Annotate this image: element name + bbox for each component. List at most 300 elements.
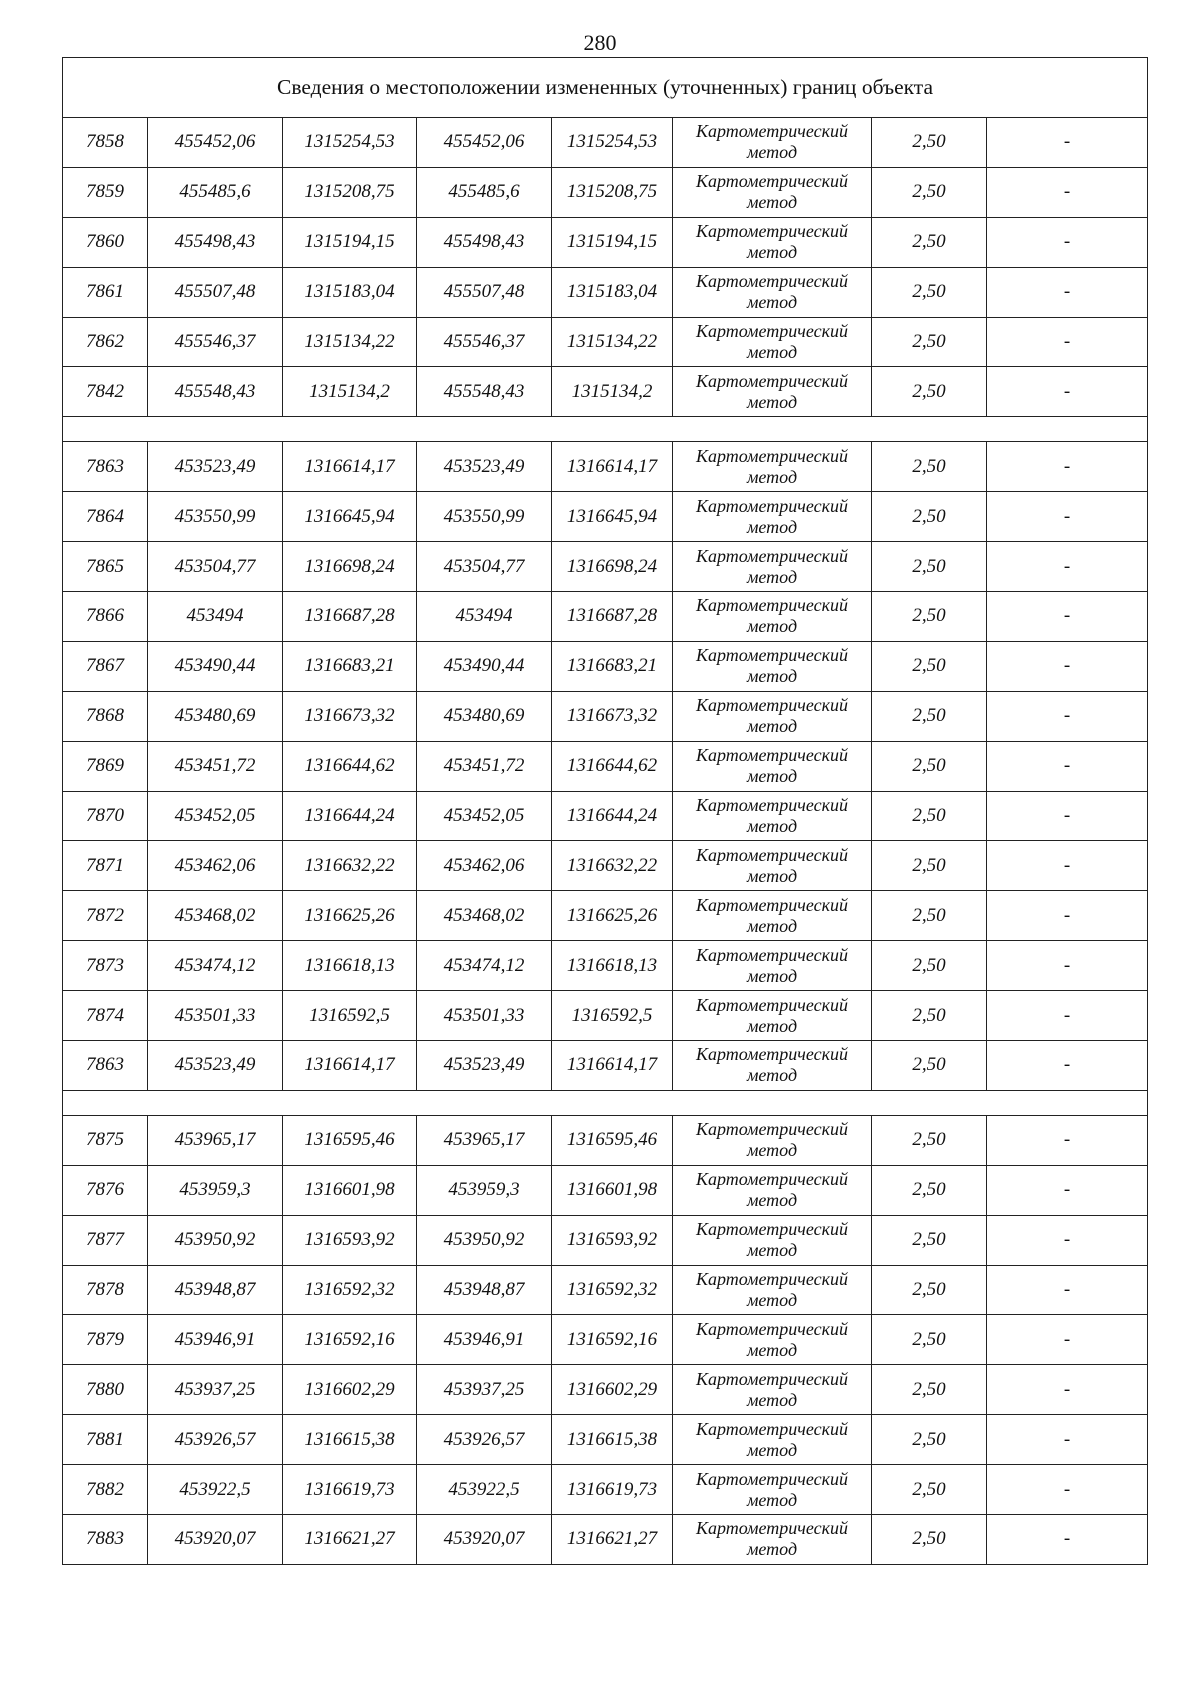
x-old-cell: 453480,69	[148, 691, 283, 741]
y-new-cell: 1316595,46	[552, 1115, 673, 1165]
point-number-cell: 7860	[63, 217, 148, 267]
point-number-cell: 7862	[63, 317, 148, 367]
x-old-cell: 455485,6	[148, 167, 283, 217]
x-old-cell: 453504,77	[148, 542, 283, 592]
method-line-2: метод	[746, 865, 798, 886]
method-line-1: Картометрический	[695, 1518, 848, 1539]
y-new-cell: 1316621,27	[552, 1515, 673, 1565]
method-line-1: Картометрический	[695, 1219, 848, 1240]
page-number: 280	[583, 30, 617, 55]
x-old-cell: 453494	[148, 592, 283, 642]
method-cell	[673, 592, 872, 642]
table-row	[63, 1415, 1148, 1465]
point-number-cell: 7869	[63, 741, 148, 791]
table-row	[63, 317, 1148, 367]
method-line-1: Картометрический	[695, 121, 848, 142]
description-cell: -	[987, 641, 1148, 691]
y-old-cell: 1316593,92	[283, 1215, 417, 1265]
method-line-2: метод	[746, 516, 798, 537]
method-cell	[673, 691, 872, 741]
y-old-cell: 1315134,2	[283, 367, 417, 417]
y-new-cell: 1315208,75	[552, 167, 673, 217]
y-new-cell: 1315134,22	[552, 317, 673, 367]
y-old-cell: 1316592,5	[283, 991, 417, 1041]
accuracy-cell: 2,50	[872, 791, 987, 841]
y-old-cell: 1316644,62	[283, 741, 417, 791]
accuracy-cell: 2,50	[872, 1415, 987, 1465]
description-cell: -	[987, 167, 1148, 217]
method-cell	[673, 741, 872, 791]
x-new-cell: 453468,02	[417, 891, 552, 941]
description-cell: -	[987, 1515, 1148, 1565]
x-new-cell: 455546,37	[417, 317, 552, 367]
description-cell: -	[987, 691, 1148, 741]
y-new-cell: 1316593,92	[552, 1215, 673, 1265]
method-line-2: метод	[746, 192, 798, 213]
method-line-2: метод	[746, 466, 798, 487]
method-line-1: Картометрический	[695, 321, 848, 341]
point-number-cell: 7874	[63, 991, 148, 1041]
method-cell	[673, 1515, 872, 1565]
y-new-cell: 1316673,32	[552, 691, 673, 741]
method-line-2: метод	[746, 566, 798, 587]
x-old-cell: 453490,44	[148, 641, 283, 691]
y-new-cell: 1315183,04	[552, 267, 673, 317]
y-old-cell: 1316645,94	[283, 492, 417, 542]
method-line-1: Картометрический	[695, 994, 848, 1015]
y-old-cell: 1316619,73	[283, 1465, 417, 1515]
method-line-2: метод	[746, 1439, 798, 1460]
method-line-1: Картометрический	[695, 1269, 848, 1290]
x-new-cell: 453550,99	[417, 492, 552, 542]
method-line-2: метод	[746, 816, 798, 837]
y-old-cell: 1316698,24	[283, 542, 417, 592]
x-old-cell: 453474,12	[148, 941, 283, 991]
y-new-cell: 1316619,73	[552, 1465, 673, 1515]
x-old-cell: 455548,43	[148, 367, 283, 417]
point-number-cell: 7864	[63, 492, 148, 542]
method-cell	[673, 542, 872, 592]
accuracy-cell: 2,50	[872, 492, 987, 542]
description-cell: -	[987, 367, 1148, 417]
point-number-cell: 7871	[63, 841, 148, 891]
method-line-2: метод	[746, 716, 798, 737]
method-line-2: метод	[746, 342, 798, 362]
x-new-cell: 455452,06	[417, 118, 552, 168]
x-new-cell: 455485,6	[417, 167, 552, 217]
x-old-cell: 455498,43	[148, 217, 283, 267]
table-row	[63, 267, 1148, 317]
y-new-cell: 1316592,32	[552, 1265, 673, 1315]
y-old-cell: 1316621,27	[283, 1515, 417, 1565]
accuracy-cell: 2,50	[872, 217, 987, 267]
x-new-cell: 453922,5	[417, 1465, 552, 1515]
x-old-cell: 453937,25	[148, 1365, 283, 1415]
table-row	[63, 367, 1148, 417]
method-line-1: Картометрический	[695, 645, 848, 666]
x-new-cell: 453462,06	[417, 841, 552, 891]
accuracy-cell: 2,50	[872, 1315, 987, 1365]
method-line-2: метод	[746, 1015, 798, 1036]
description-cell: -	[987, 592, 1148, 642]
table-row	[63, 542, 1148, 592]
method-line-1: Картометрический	[695, 595, 848, 616]
x-old-cell: 453468,02	[148, 891, 283, 941]
y-new-cell: 1316618,13	[552, 941, 673, 991]
method-cell	[673, 492, 872, 542]
method-line-1: Картометрический	[695, 795, 848, 816]
method-line-1: Картометрический	[695, 894, 848, 915]
y-old-cell: 1316602,29	[283, 1365, 417, 1415]
method-line-2: метод	[746, 1190, 798, 1211]
x-new-cell: 453965,17	[417, 1115, 552, 1165]
table-row	[63, 442, 1148, 492]
point-number-cell: 7865	[63, 542, 148, 592]
table-row	[63, 691, 1148, 741]
y-new-cell: 1316614,17	[552, 1041, 673, 1091]
y-new-cell: 1316592,16	[552, 1315, 673, 1365]
point-number-cell: 7866	[63, 592, 148, 642]
method-line-2: метод	[746, 391, 798, 412]
x-new-cell: 453480,69	[417, 691, 552, 741]
table-row	[63, 1365, 1148, 1415]
x-new-cell: 453452,05	[417, 791, 552, 841]
y-old-cell: 1315134,22	[283, 317, 417, 367]
method-line-1: Картометрический	[695, 1368, 848, 1389]
y-new-cell: 1316602,29	[552, 1365, 673, 1415]
x-new-cell: 453946,91	[417, 1315, 552, 1365]
group-separator-row	[63, 417, 1148, 442]
table-row	[63, 891, 1148, 941]
accuracy-cell: 2,50	[872, 1265, 987, 1315]
method-line-1: Картометрический	[695, 695, 848, 716]
x-old-cell: 453920,07	[148, 1515, 283, 1565]
method-cell	[673, 1265, 872, 1315]
description-cell: -	[987, 1365, 1148, 1415]
method-line-1: Картометрический	[695, 1169, 848, 1190]
group-separator-row	[63, 1090, 1148, 1115]
table-title: Сведения о местоположении измененных (уточненных) границ объекта	[63, 58, 1148, 118]
accuracy-cell: 2,50	[872, 542, 987, 592]
method-line-2: метод	[746, 616, 798, 637]
method-cell	[673, 841, 872, 891]
method-line-1: Картометрический	[695, 1418, 848, 1439]
y-new-cell: 1315134,2	[552, 367, 673, 417]
method-line-1: Картометрический	[695, 844, 848, 865]
description-cell: -	[987, 1215, 1148, 1265]
y-old-cell: 1316614,17	[283, 1041, 417, 1091]
method-line-2: метод	[746, 292, 798, 313]
table-row	[63, 941, 1148, 991]
method-cell	[673, 1115, 872, 1165]
x-old-cell: 453950,92	[148, 1215, 283, 1265]
x-old-cell: 453922,5	[148, 1465, 283, 1515]
method-line-1: Картометрический	[695, 1318, 848, 1339]
accuracy-cell: 2,50	[872, 1215, 987, 1265]
y-old-cell: 1316618,13	[283, 941, 417, 991]
method-cell	[673, 941, 872, 991]
group-separator-cell	[63, 1090, 1148, 1115]
method-cell	[673, 1315, 872, 1365]
method-line-1: Картометрический	[695, 445, 848, 466]
table-title-row	[63, 58, 1148, 118]
method-line-1: Картометрический	[695, 745, 848, 766]
point-number-cell: 7880	[63, 1365, 148, 1415]
point-number-cell: 7877	[63, 1215, 148, 1265]
method-line-2: метод	[746, 1539, 798, 1560]
table-row	[63, 1515, 1148, 1565]
method-line-2: метод	[746, 1339, 798, 1360]
point-number-cell: 7881	[63, 1415, 148, 1465]
method-cell	[673, 217, 872, 267]
point-number-cell: 7867	[63, 641, 148, 691]
y-new-cell: 1316592,5	[552, 991, 673, 1041]
description-cell: -	[987, 1041, 1148, 1091]
accuracy-cell: 2,50	[872, 592, 987, 642]
point-number-cell: 7861	[63, 267, 148, 317]
x-old-cell: 453523,49	[148, 1041, 283, 1091]
description-cell: -	[987, 941, 1148, 991]
description-cell: -	[987, 267, 1148, 317]
point-number-cell: 7863	[63, 442, 148, 492]
accuracy-cell: 2,50	[872, 118, 987, 168]
method-line-2: метод	[746, 915, 798, 936]
method-cell	[673, 1215, 872, 1265]
point-number-cell: 7859	[63, 167, 148, 217]
method-cell	[673, 367, 872, 417]
x-new-cell: 453490,44	[417, 641, 552, 691]
method-cell	[673, 1365, 872, 1415]
y-old-cell: 1316683,21	[283, 641, 417, 691]
table-row	[63, 1465, 1148, 1515]
y-old-cell: 1316592,32	[283, 1265, 417, 1315]
method-cell	[673, 1041, 872, 1091]
description-cell: -	[987, 492, 1148, 542]
x-old-cell: 453959,3	[148, 1165, 283, 1215]
accuracy-cell: 2,50	[872, 1041, 987, 1091]
y-old-cell: 1316614,17	[283, 442, 417, 492]
table-row	[63, 641, 1148, 691]
method-cell	[673, 641, 872, 691]
point-number-cell: 7875	[63, 1115, 148, 1165]
method-line-1: Картометрический	[695, 944, 848, 965]
group-separator-cell	[63, 417, 1148, 442]
point-number-cell: 7876	[63, 1165, 148, 1215]
method-cell	[673, 991, 872, 1041]
method-line-2: метод	[746, 1290, 798, 1311]
y-new-cell: 1316683,21	[552, 641, 673, 691]
table-row	[63, 1315, 1148, 1365]
y-new-cell: 1316625,26	[552, 891, 673, 941]
table-row	[63, 841, 1148, 891]
y-old-cell: 1316673,32	[283, 691, 417, 741]
y-old-cell: 1316687,28	[283, 592, 417, 642]
table-row	[63, 1115, 1148, 1165]
y-new-cell: 1316632,22	[552, 841, 673, 891]
point-number-cell: 7879	[63, 1315, 148, 1365]
x-new-cell: 453920,07	[417, 1515, 552, 1565]
method-cell	[673, 1165, 872, 1215]
table-row	[63, 1265, 1148, 1315]
x-new-cell: 453959,3	[417, 1165, 552, 1215]
table-row	[63, 991, 1148, 1041]
x-new-cell: 453494	[417, 592, 552, 642]
x-old-cell: 453946,91	[148, 1315, 283, 1365]
y-new-cell: 1315194,15	[552, 217, 673, 267]
accuracy-cell: 2,50	[872, 367, 987, 417]
table-row	[63, 1041, 1148, 1091]
method-line-1: Картометрический	[695, 271, 848, 292]
table-row	[63, 118, 1148, 168]
accuracy-cell: 2,50	[872, 1115, 987, 1165]
point-number-cell: 7858	[63, 118, 148, 168]
accuracy-cell: 2,50	[872, 841, 987, 891]
method-line-2: метод	[746, 1065, 798, 1086]
method-cell	[673, 442, 872, 492]
x-new-cell: 453451,72	[417, 741, 552, 791]
method-line-1: Картометрический	[695, 370, 848, 391]
table-row	[63, 217, 1148, 267]
x-old-cell: 453965,17	[148, 1115, 283, 1165]
accuracy-cell: 2,50	[872, 267, 987, 317]
point-number-cell: 7882	[63, 1465, 148, 1515]
table-row	[63, 167, 1148, 217]
description-cell: -	[987, 891, 1148, 941]
accuracy-cell: 2,50	[872, 167, 987, 217]
y-old-cell: 1315254,53	[283, 118, 417, 168]
y-new-cell: 1316644,62	[552, 741, 673, 791]
point-number-cell: 7868	[63, 691, 148, 741]
x-old-cell: 453501,33	[148, 991, 283, 1041]
method-line-2: метод	[746, 965, 798, 986]
y-new-cell: 1316601,98	[552, 1165, 673, 1215]
description-cell: -	[987, 1165, 1148, 1215]
method-line-1: Картометрический	[695, 495, 848, 516]
method-line-2: метод	[746, 242, 798, 263]
y-old-cell: 1315208,75	[283, 167, 417, 217]
accuracy-cell: 2,50	[872, 1365, 987, 1415]
y-new-cell: 1316645,94	[552, 492, 673, 542]
method-line-1: Картометрический	[695, 1468, 848, 1489]
x-old-cell: 455507,48	[148, 267, 283, 317]
description-cell: -	[987, 1315, 1148, 1365]
method-line-2: метод	[746, 142, 798, 163]
x-old-cell: 453926,57	[148, 1415, 283, 1465]
x-new-cell: 455548,43	[417, 367, 552, 417]
y-new-cell: 1315254,53	[552, 118, 673, 168]
method-line-1: Картометрический	[695, 545, 848, 566]
method-cell	[673, 1415, 872, 1465]
point-number-cell: 7872	[63, 891, 148, 941]
y-new-cell: 1316614,17	[552, 442, 673, 492]
method-cell	[673, 891, 872, 941]
description-cell: -	[987, 217, 1148, 267]
table-row	[63, 791, 1148, 841]
boundary-coordinates-table	[62, 57, 1148, 1565]
point-number-cell: 7870	[63, 791, 148, 841]
description-cell: -	[987, 1265, 1148, 1315]
description-cell: -	[987, 1465, 1148, 1515]
method-cell	[673, 1465, 872, 1515]
description-cell: -	[987, 317, 1148, 367]
x-old-cell: 453451,72	[148, 741, 283, 791]
method-cell	[673, 118, 872, 168]
x-old-cell: 455452,06	[148, 118, 283, 168]
y-old-cell: 1315183,04	[283, 267, 417, 317]
y-old-cell: 1316595,46	[283, 1115, 417, 1165]
method-line-2: метод	[746, 666, 798, 687]
x-old-cell: 455546,37	[148, 317, 283, 367]
x-old-cell: 453462,06	[148, 841, 283, 891]
accuracy-cell: 2,50	[872, 641, 987, 691]
accuracy-cell: 2,50	[872, 317, 987, 367]
method-line-1: Картометрический	[695, 1119, 848, 1140]
accuracy-cell: 2,50	[872, 941, 987, 991]
accuracy-cell: 2,50	[872, 1465, 987, 1515]
accuracy-cell: 2,50	[872, 891, 987, 941]
table-row	[63, 492, 1148, 542]
x-new-cell: 453937,25	[417, 1365, 552, 1415]
method-cell	[673, 167, 872, 217]
accuracy-cell: 2,50	[872, 691, 987, 741]
y-new-cell: 1316644,24	[552, 791, 673, 841]
accuracy-cell: 2,50	[872, 991, 987, 1041]
table-row	[63, 741, 1148, 791]
y-old-cell: 1316632,22	[283, 841, 417, 891]
y-new-cell: 1316615,38	[552, 1415, 673, 1465]
method-line-1: Картометрический	[695, 221, 848, 242]
description-cell: -	[987, 118, 1148, 168]
accuracy-cell: 2,50	[872, 1515, 987, 1565]
x-old-cell: 453523,49	[148, 442, 283, 492]
method-line-2: метод	[746, 1489, 798, 1510]
y-old-cell: 1316615,38	[283, 1415, 417, 1465]
method-cell	[673, 267, 872, 317]
accuracy-cell: 2,50	[872, 442, 987, 492]
method-cell	[673, 317, 872, 367]
y-old-cell: 1316644,24	[283, 791, 417, 841]
table-row	[63, 1165, 1148, 1215]
description-cell: -	[987, 841, 1148, 891]
description-cell: -	[987, 991, 1148, 1041]
accuracy-cell: 2,50	[872, 1165, 987, 1215]
y-old-cell: 1315194,15	[283, 217, 417, 267]
description-cell: -	[987, 442, 1148, 492]
method-line-2: метод	[746, 1240, 798, 1261]
description-cell: -	[987, 1415, 1148, 1465]
x-new-cell: 453501,33	[417, 991, 552, 1041]
method-cell	[673, 791, 872, 841]
description-cell: -	[987, 741, 1148, 791]
y-new-cell: 1316687,28	[552, 592, 673, 642]
point-number-cell: 7883	[63, 1515, 148, 1565]
x-new-cell: 455498,43	[417, 217, 552, 267]
x-new-cell: 453474,12	[417, 941, 552, 991]
x-new-cell: 453504,77	[417, 542, 552, 592]
method-line-2: метод	[746, 1389, 798, 1410]
y-old-cell: 1316592,16	[283, 1315, 417, 1365]
method-line-1: Картометрический	[695, 1044, 848, 1065]
method-line-1: Картометрический	[695, 171, 848, 192]
method-line-2: метод	[746, 766, 798, 787]
x-new-cell: 453523,49	[417, 1041, 552, 1091]
point-number-cell: 7863	[63, 1041, 148, 1091]
x-new-cell: 455507,48	[417, 267, 552, 317]
description-cell: -	[987, 1115, 1148, 1165]
point-number-cell: 7873	[63, 941, 148, 991]
x-new-cell: 453523,49	[417, 442, 552, 492]
x-old-cell: 453948,87	[148, 1265, 283, 1315]
